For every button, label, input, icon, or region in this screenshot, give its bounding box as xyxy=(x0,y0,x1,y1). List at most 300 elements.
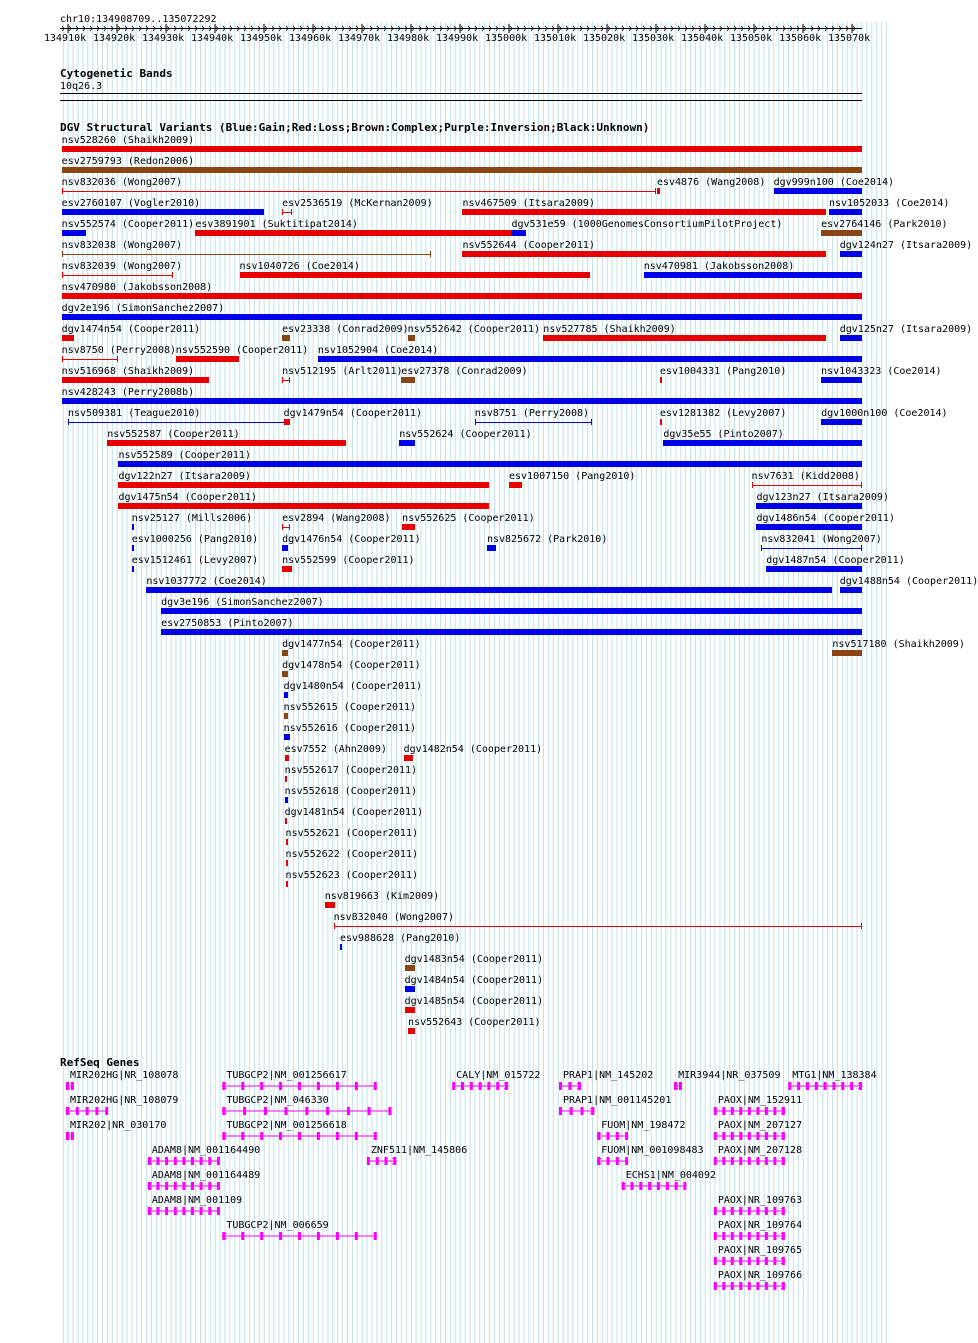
gene-label[interactable]: PRAP1|NM_001145201 xyxy=(562,1095,672,1106)
gene-exon xyxy=(607,1132,610,1140)
gene-exon xyxy=(714,1257,717,1265)
variant-label[interactable]: esv2894 (Wang2008) xyxy=(282,513,391,524)
gene-exon xyxy=(165,1182,168,1190)
gene-exon xyxy=(165,1157,168,1165)
gene-exon xyxy=(241,1232,244,1240)
gene-exon xyxy=(86,1107,89,1115)
gene-exon xyxy=(714,1282,717,1290)
ruler-tick-label: 135060k xyxy=(779,33,822,44)
variant-label[interactable]: dgv1485n54 (Cooper2011) xyxy=(404,996,544,1007)
variant-label[interactable]: nsv528260 (Shaikh2009) xyxy=(61,135,195,146)
variant-label[interactable]: dgv1475n54 (Cooper2011) xyxy=(118,492,257,503)
variant-label[interactable]: dgv1479n54 (Cooper2011) xyxy=(283,408,423,419)
gene-label[interactable]: TUBGCP2|NM_001256618 xyxy=(226,1120,347,1131)
gene-exon xyxy=(298,1082,301,1090)
gene-label[interactable]: ADAM8|NM_001164489 xyxy=(151,1170,261,1181)
gene-exon xyxy=(731,1157,734,1165)
gene-model[interactable] xyxy=(222,1132,376,1140)
ruler-tick-label: 135040k xyxy=(681,33,724,44)
gene-exon xyxy=(773,1132,776,1140)
gene-exon xyxy=(815,1082,818,1090)
ruler-tick-label: 134910k xyxy=(44,33,87,44)
ruler-tick-label: 135030k xyxy=(632,33,675,44)
gene-exon xyxy=(285,1107,288,1115)
gene-exon xyxy=(625,1132,628,1140)
variant-label[interactable]: nsv428243 (Perry2008b) xyxy=(61,387,195,398)
variant-label[interactable]: esv2536519 (McKernan2009) xyxy=(282,198,433,209)
gene-exon xyxy=(731,1257,734,1265)
gene-label[interactable]: ADAM8|NM_001109 xyxy=(151,1195,243,1206)
variant-label[interactable]: nsv552616 (Cooper2011) xyxy=(283,723,417,734)
variant-label[interactable]: nsv512195 (Arlt2011) xyxy=(282,366,403,377)
gene-exon xyxy=(76,1107,79,1115)
gene-exon xyxy=(683,1182,686,1190)
variant-label[interactable]: nsv552617 (Cooper2011) xyxy=(284,765,418,776)
gene-exon xyxy=(739,1282,742,1290)
gene-exon xyxy=(714,1232,717,1240)
variant-label[interactable]: dgv1000n100 (Coe2014) xyxy=(821,408,948,419)
gene-exon xyxy=(739,1207,742,1215)
gene-model[interactable] xyxy=(222,1232,376,1240)
cytogenetic-bands-title: Cytogenetic Bands xyxy=(60,67,173,80)
variant-label[interactable]: nsv1040726 (Coe2014) xyxy=(239,261,360,272)
gene-exon xyxy=(260,1232,263,1240)
gene-exon xyxy=(773,1107,776,1115)
gene-model[interactable] xyxy=(367,1157,396,1165)
gene-model[interactable] xyxy=(714,1232,785,1240)
gene-exon xyxy=(570,1107,573,1115)
gene-exon xyxy=(279,1082,282,1090)
variant-label[interactable]: nsv552599 (Cooper2011) xyxy=(282,555,415,566)
variant-label[interactable]: nsv832036 (Wong2007) xyxy=(61,177,183,188)
gene-exon xyxy=(739,1157,742,1165)
gene-exon xyxy=(748,1132,751,1140)
variant-label[interactable]: dgv1474n54 (Cooper2011) xyxy=(61,324,201,335)
gene-exon xyxy=(788,1082,791,1090)
gene-exon xyxy=(756,1282,759,1290)
gene-exon xyxy=(355,1132,358,1140)
gene-exon xyxy=(657,1182,660,1190)
gene-label[interactable]: PAOX|NR_109766 xyxy=(717,1270,803,1281)
gene-exon xyxy=(679,1082,682,1090)
variant-label[interactable]: nsv552623 (Cooper2011) xyxy=(285,870,418,881)
variant-label[interactable]: esv27378 (Conrad2009) xyxy=(401,366,528,377)
gene-exon xyxy=(722,1207,725,1215)
variant-label[interactable]: esv7552 (Ahn2009) xyxy=(284,744,387,755)
variant-label[interactable]: nsv552589 (Cooper2011) xyxy=(118,450,251,461)
variant-label[interactable]: dgv1487n54 (Cooper2011) xyxy=(766,555,905,566)
gene-model[interactable] xyxy=(148,1157,220,1165)
gene-exon xyxy=(616,1157,619,1165)
variant-label[interactable]: esv988628 (Pang2010) xyxy=(339,933,461,944)
variant-label[interactable]: nsv552574 (Cooper2011) xyxy=(61,219,195,230)
gene-label[interactable]: PAOX|NR_109765 xyxy=(717,1245,803,1256)
variant-label[interactable]: nsv832038 (Wong2007) xyxy=(61,240,183,251)
variant-label[interactable]: nsv470981 (Jakobsson2008) xyxy=(643,261,795,272)
gene-exon xyxy=(731,1207,734,1215)
gene-exon xyxy=(174,1157,177,1165)
variant-label[interactable]: esv2759793 (Redon2006) xyxy=(61,156,195,167)
variant-label[interactable]: dgv122n27 (Itsara2009) xyxy=(118,471,251,482)
gene-exon xyxy=(773,1207,776,1215)
variant-label[interactable]: esv2760107 (Vogler2010) xyxy=(61,198,201,209)
gene-exon xyxy=(298,1232,301,1240)
variant-label[interactable]: nsv552618 (Cooper2011) xyxy=(284,786,418,797)
gene-exon xyxy=(748,1282,751,1290)
gene-exon xyxy=(298,1132,301,1140)
gene-exon xyxy=(182,1157,185,1165)
variant-label[interactable]: nsv552643 (Cooper2011) xyxy=(408,1017,541,1028)
variant-label[interactable]: dgv123n27 (Itsara2009) xyxy=(756,492,889,503)
gene-label[interactable]: PAOX|NR_109763 xyxy=(717,1195,803,1206)
gene-exon xyxy=(71,1132,74,1140)
gene-exon xyxy=(217,1157,220,1165)
variant-label[interactable]: nsv825672 (Park2010) xyxy=(486,534,608,545)
variant-label[interactable]: nsv552642 (Cooper2011) xyxy=(407,324,541,335)
gene-exon xyxy=(260,1082,263,1090)
gene-exon xyxy=(208,1157,211,1165)
gene-model[interactable] xyxy=(714,1107,785,1115)
gene-exon xyxy=(739,1232,742,1240)
gene-exon xyxy=(569,1082,572,1090)
gene-exon xyxy=(773,1282,776,1290)
gene-model[interactable] xyxy=(148,1207,220,1215)
gene-model[interactable] xyxy=(559,1082,581,1090)
cytoband-label: 10q26.3 xyxy=(60,81,103,92)
variant-label[interactable]: nsv517180 (Shaikh2009) xyxy=(832,639,965,650)
gene-exon xyxy=(317,1232,320,1240)
variant-label[interactable]: nsv7631 (Kidd2008) xyxy=(751,471,860,482)
gene-exon xyxy=(748,1157,751,1165)
variant-label[interactable]: esv1007150 (Pang2010) xyxy=(509,471,636,482)
gene-label[interactable]: CALY|NM_015722 xyxy=(456,1070,541,1081)
variant-label[interactable]: esv1512461 (Levy2007) xyxy=(131,555,259,566)
variant-label[interactable]: dgv125n27 (Itsara2009) xyxy=(839,324,973,335)
variant-label[interactable]: nsv527785 (Shaikh2009) xyxy=(543,324,676,335)
gene-exon xyxy=(559,1107,562,1115)
gene-exon xyxy=(367,1157,370,1165)
gene-exon xyxy=(385,1157,388,1165)
gene-exon xyxy=(731,1107,734,1115)
gene-model[interactable] xyxy=(714,1207,785,1215)
gene-exon xyxy=(765,1257,768,1265)
variant-label[interactable]: dgv999n100 (Coe2014) xyxy=(773,177,895,188)
gene-exon xyxy=(452,1082,455,1090)
gene-exon xyxy=(208,1207,211,1215)
gene-exon xyxy=(756,1232,759,1240)
variant-label[interactable]: nsv25127 (Mills2006) xyxy=(131,513,253,524)
ruler-tick-label: 134960k xyxy=(289,33,332,44)
ruler-tick-label: 134950k xyxy=(240,33,283,44)
ruler-tick-label: 134980k xyxy=(387,33,430,44)
gene-exon xyxy=(374,1132,377,1140)
gene-label[interactable]: TUBGCP2|NM_046330 xyxy=(226,1095,329,1106)
gene-model[interactable] xyxy=(559,1107,594,1115)
dgv-track-title: DGV Structural Variants (Blue:Gain;Red:Loss;Brown:Complex;Purple:Inversion;Black:Unknown) xyxy=(60,121,650,134)
gene-label[interactable]: FUOM|NM_198472 xyxy=(601,1120,686,1131)
gene-exon xyxy=(355,1232,358,1240)
gene-exon xyxy=(347,1107,350,1115)
gene-exon xyxy=(631,1182,634,1190)
variant-label[interactable]: nsv832039 (Wong2007) xyxy=(61,261,183,272)
gene-exon xyxy=(748,1257,751,1265)
variant-label[interactable]: dgv35e55 (Pinto2007) xyxy=(663,429,784,440)
variant-label[interactable]: esv2750853 (Pinto2007) xyxy=(161,618,294,629)
variant-label[interactable]: esv1281382 (Levy2007) xyxy=(659,408,787,419)
ruler-tick-label: 135000k xyxy=(485,33,528,44)
variant-label[interactable]: nsv552644 (Cooper2011) xyxy=(462,240,595,251)
gene-label[interactable]: PRAP1|NM_145202 xyxy=(562,1070,654,1081)
gene-exon xyxy=(279,1132,282,1140)
gene-label[interactable]: TUBGCP2|NM_001256617 xyxy=(226,1070,347,1081)
gene-exon xyxy=(487,1082,490,1090)
ruler-tick-label: 134970k xyxy=(338,33,381,44)
gene-exon xyxy=(765,1157,768,1165)
ruler-tick-label: 135070k xyxy=(828,33,871,44)
variant-label[interactable]: nsv1043323 (Coe2014) xyxy=(821,366,942,377)
gene-label[interactable]: ZNF511|NM_145806 xyxy=(370,1145,468,1156)
gene-exon xyxy=(722,1282,725,1290)
gene-exon xyxy=(165,1207,168,1215)
gene-exon xyxy=(157,1182,160,1190)
gene-exon xyxy=(722,1232,725,1240)
variant-label[interactable]: dgv1478n54 (Cooper2011) xyxy=(282,660,421,671)
gene-model[interactable] xyxy=(674,1082,682,1090)
gene-label[interactable]: PAOX|NM_207128 xyxy=(717,1145,803,1156)
gene-exon xyxy=(461,1082,464,1090)
gene-label[interactable]: PAOX|NM_207127 xyxy=(717,1120,803,1131)
variant-label[interactable]: nsv552625 (Cooper2011) xyxy=(402,513,535,524)
gene-model[interactable] xyxy=(597,1157,628,1165)
variant-label[interactable]: dgv2e196 (SimonSanchez2007) xyxy=(61,303,225,314)
variant-label[interactable]: nsv819663 (Kim2009) xyxy=(324,891,440,902)
variant-label[interactable]: dgv531e59 (1000GenomesConsortiumPilotProject) xyxy=(511,219,783,230)
gene-model[interactable] xyxy=(622,1182,687,1190)
variant-label[interactable]: nsv470980 (Jakobsson2008) xyxy=(61,282,213,293)
gene-exon xyxy=(191,1207,194,1215)
variant-label[interactable]: esv4876 (Wang2008) xyxy=(656,177,766,188)
gene-exon xyxy=(217,1207,220,1215)
gene-exon xyxy=(616,1132,619,1140)
gene-exon xyxy=(374,1232,377,1240)
variant-label[interactable]: nsv552621 (Cooper2011) xyxy=(285,828,418,839)
gene-exon xyxy=(581,1107,584,1115)
gene-exon xyxy=(756,1257,759,1265)
variant-label[interactable]: esv3891901 (Suktitipat2014) xyxy=(195,219,358,230)
variant-label[interactable]: dgv1486n54 (Cooper2011) xyxy=(756,513,895,524)
gene-exon xyxy=(765,1132,768,1140)
gene-model[interactable] xyxy=(714,1132,785,1140)
gene-exon xyxy=(722,1107,725,1115)
gene-exon xyxy=(739,1257,742,1265)
variant-label[interactable]: dgv1483n54 (Cooper2011) xyxy=(404,954,544,965)
variant-label[interactable]: esv1000256 (Pang2010) xyxy=(131,534,259,545)
gene-model[interactable] xyxy=(452,1082,508,1090)
variant-label[interactable]: dgv1482n54 (Cooper2011) xyxy=(403,744,543,755)
gene-exon xyxy=(317,1132,320,1140)
gene-exon xyxy=(264,1107,267,1115)
variant-label[interactable]: nsv1037772 (Coe2014) xyxy=(146,576,267,587)
gene-label[interactable]: ADAM8|NM_001164490 xyxy=(151,1145,261,1156)
gene-label[interactable]: FUOM|NM_001098483 xyxy=(601,1145,704,1156)
gene-exon xyxy=(824,1082,827,1090)
gene-exon xyxy=(368,1107,371,1115)
gene-exon xyxy=(833,1082,836,1090)
gene-exon xyxy=(157,1157,160,1165)
gene-exon xyxy=(105,1107,108,1115)
gene-exon xyxy=(336,1232,339,1240)
gene-exon xyxy=(355,1082,358,1090)
variant-label[interactable]: dgv1481n54 (Cooper2011) xyxy=(284,807,424,818)
variant-label[interactable]: nsv552587 (Cooper2011) xyxy=(107,429,240,440)
gene-exon xyxy=(797,1082,800,1090)
variant-label[interactable]: nsv832041 (Wong2007) xyxy=(761,534,882,545)
variant-label[interactable]: dgv1488n54 (Cooper2011) xyxy=(839,576,978,587)
gene-model[interactable] xyxy=(148,1182,220,1190)
gene-model[interactable] xyxy=(66,1132,74,1140)
gene-label[interactable]: MTG1|NM_138384 xyxy=(792,1070,877,1081)
ruler-tick-label: 134920k xyxy=(93,33,136,44)
gene-label[interactable]: MIR202|NR_030170 xyxy=(70,1120,167,1131)
gene-exon xyxy=(722,1157,725,1165)
gene-exon xyxy=(191,1182,194,1190)
gene-exon xyxy=(208,1182,211,1190)
gene-exon xyxy=(648,1182,651,1190)
variant-label[interactable]: esv23338 (Conrad2009) xyxy=(282,324,409,335)
variant-label[interactable]: nsv552590 (Cooper2011) xyxy=(175,345,309,356)
gene-label[interactable]: PAOX|NR_109764 xyxy=(717,1220,803,1231)
gene-exon xyxy=(182,1207,185,1215)
variant-label[interactable]: dgv3e196 (SimonSanchez2007) xyxy=(161,597,324,608)
gene-model[interactable] xyxy=(222,1107,391,1115)
gene-exon xyxy=(714,1132,717,1140)
gene-label[interactable]: TUBGCP2|NM_006659 xyxy=(226,1220,329,1231)
variant-label[interactable]: esv1004331 (Pang2010) xyxy=(659,366,787,377)
gene-model[interactable] xyxy=(597,1132,628,1140)
gene-exon xyxy=(748,1207,751,1215)
variant-label[interactable]: nsv832040 (Wong2007) xyxy=(333,912,454,923)
ruler-tick-label: 134990k xyxy=(436,33,479,44)
gene-exon xyxy=(765,1232,768,1240)
variant-label[interactable]: dgv1480n54 (Cooper2011) xyxy=(283,681,423,692)
gene-exon xyxy=(756,1207,759,1215)
gene-exon xyxy=(666,1182,669,1190)
variant-label[interactable]: nsv1052033 (Coe2014) xyxy=(828,198,950,209)
gene-model[interactable] xyxy=(714,1282,785,1290)
gene-exon xyxy=(376,1157,379,1165)
gene-exon xyxy=(722,1257,725,1265)
chromosome-location: chr10:134908709..135072292 xyxy=(60,14,217,25)
gene-label[interactable]: PAOX|NM_152911 xyxy=(717,1095,803,1106)
ruler-tick-label: 135020k xyxy=(583,33,626,44)
variant-label[interactable]: nsv552622 (Cooper2011) xyxy=(285,849,418,860)
gene-exon xyxy=(200,1207,203,1215)
gene-exon xyxy=(731,1282,734,1290)
gene-exon xyxy=(841,1082,844,1090)
gene-label[interactable]: ECHS1|NM_004092 xyxy=(625,1170,716,1181)
variant-label[interactable]: esv2764146 (Park2010) xyxy=(821,219,948,230)
gene-model[interactable] xyxy=(66,1107,108,1115)
gene-exon xyxy=(241,1132,244,1140)
gene-exon xyxy=(773,1257,776,1265)
gene-exon xyxy=(71,1082,74,1090)
gene-exon xyxy=(388,1107,391,1115)
variant-label[interactable]: nsv552615 (Cooper2011) xyxy=(283,702,417,713)
variant-label[interactable]: dgv1484n54 (Cooper2011) xyxy=(404,975,544,986)
variant-label[interactable]: nsv509381 (Teague2010) xyxy=(68,408,201,419)
gene-exon xyxy=(174,1207,177,1215)
variant-label[interactable]: nsv552624 (Cooper2011) xyxy=(399,429,532,440)
gene-exon xyxy=(326,1107,329,1115)
gene-exon xyxy=(731,1132,734,1140)
gene-exon xyxy=(756,1107,759,1115)
gene-exon xyxy=(95,1107,98,1115)
gene-exon xyxy=(182,1182,185,1190)
gene-label[interactable]: MIR202HG|NR_108079 xyxy=(70,1095,179,1106)
gene-model[interactable] xyxy=(66,1082,74,1090)
gene-exon xyxy=(279,1232,282,1240)
gene-exon xyxy=(739,1132,742,1140)
gene-exon xyxy=(470,1082,473,1090)
gene-exon xyxy=(374,1082,377,1090)
refseq-track-title: RefSeq Genes xyxy=(60,1056,140,1069)
gene-exon xyxy=(714,1207,717,1215)
gene-exon xyxy=(496,1082,499,1090)
gene-exon xyxy=(731,1232,734,1240)
gene-exon xyxy=(336,1082,339,1090)
gene-label[interactable]: MIR3944|NR_037509 xyxy=(678,1070,781,1081)
variant-label[interactable]: nsv1052904 (Coe2014) xyxy=(317,345,439,356)
gene-model[interactable] xyxy=(714,1157,785,1165)
gene-exon xyxy=(200,1157,203,1165)
gene-exon xyxy=(748,1107,751,1115)
gene-exon xyxy=(317,1082,320,1090)
gene-exon xyxy=(241,1082,244,1090)
gene-exon xyxy=(200,1182,203,1190)
gene-exon xyxy=(765,1107,768,1115)
variant-label[interactable]: nsv516968 (Shaikh2009) xyxy=(61,366,195,377)
ruler-tick-label: 135050k xyxy=(730,33,773,44)
gene-exon xyxy=(243,1107,246,1115)
gene-exon xyxy=(191,1157,194,1165)
gene-exon xyxy=(765,1282,768,1290)
gene-exon xyxy=(625,1157,628,1165)
gene-exon xyxy=(675,1182,678,1190)
gene-exon xyxy=(722,1132,725,1140)
variant-label[interactable]: nsv8751 (Perry2008) xyxy=(474,408,590,419)
gene-label[interactable]: MIR202HG|NR_108078 xyxy=(70,1070,179,1081)
gene-exon xyxy=(850,1082,853,1090)
gene-exon xyxy=(756,1157,759,1165)
gene-model[interactable] xyxy=(714,1257,785,1265)
gene-exon xyxy=(739,1107,742,1115)
gene-exon xyxy=(607,1157,610,1165)
variant-label[interactable]: dgv1476n54 (Cooper2011) xyxy=(282,534,421,545)
ruler-tick-label: 135010k xyxy=(534,33,577,44)
gene-model[interactable] xyxy=(222,1082,376,1090)
gene-exon xyxy=(714,1157,717,1165)
variant-label[interactable]: dgv124n27 (Itsara2009) xyxy=(839,240,973,251)
gene-exon xyxy=(773,1232,776,1240)
gene-exon xyxy=(748,1232,751,1240)
gene-exon xyxy=(217,1182,220,1190)
ruler-tick-label: 134940k xyxy=(191,33,234,44)
variant-label[interactable]: nsv8750 (Perry2008) xyxy=(61,345,177,356)
gene-exon xyxy=(336,1132,339,1140)
variant-label[interactable]: dgv1477n54 (Cooper2011) xyxy=(282,639,421,650)
variant-label[interactable]: nsv467509 (Itsara2009) xyxy=(462,198,595,209)
gene-model[interactable] xyxy=(788,1082,862,1090)
